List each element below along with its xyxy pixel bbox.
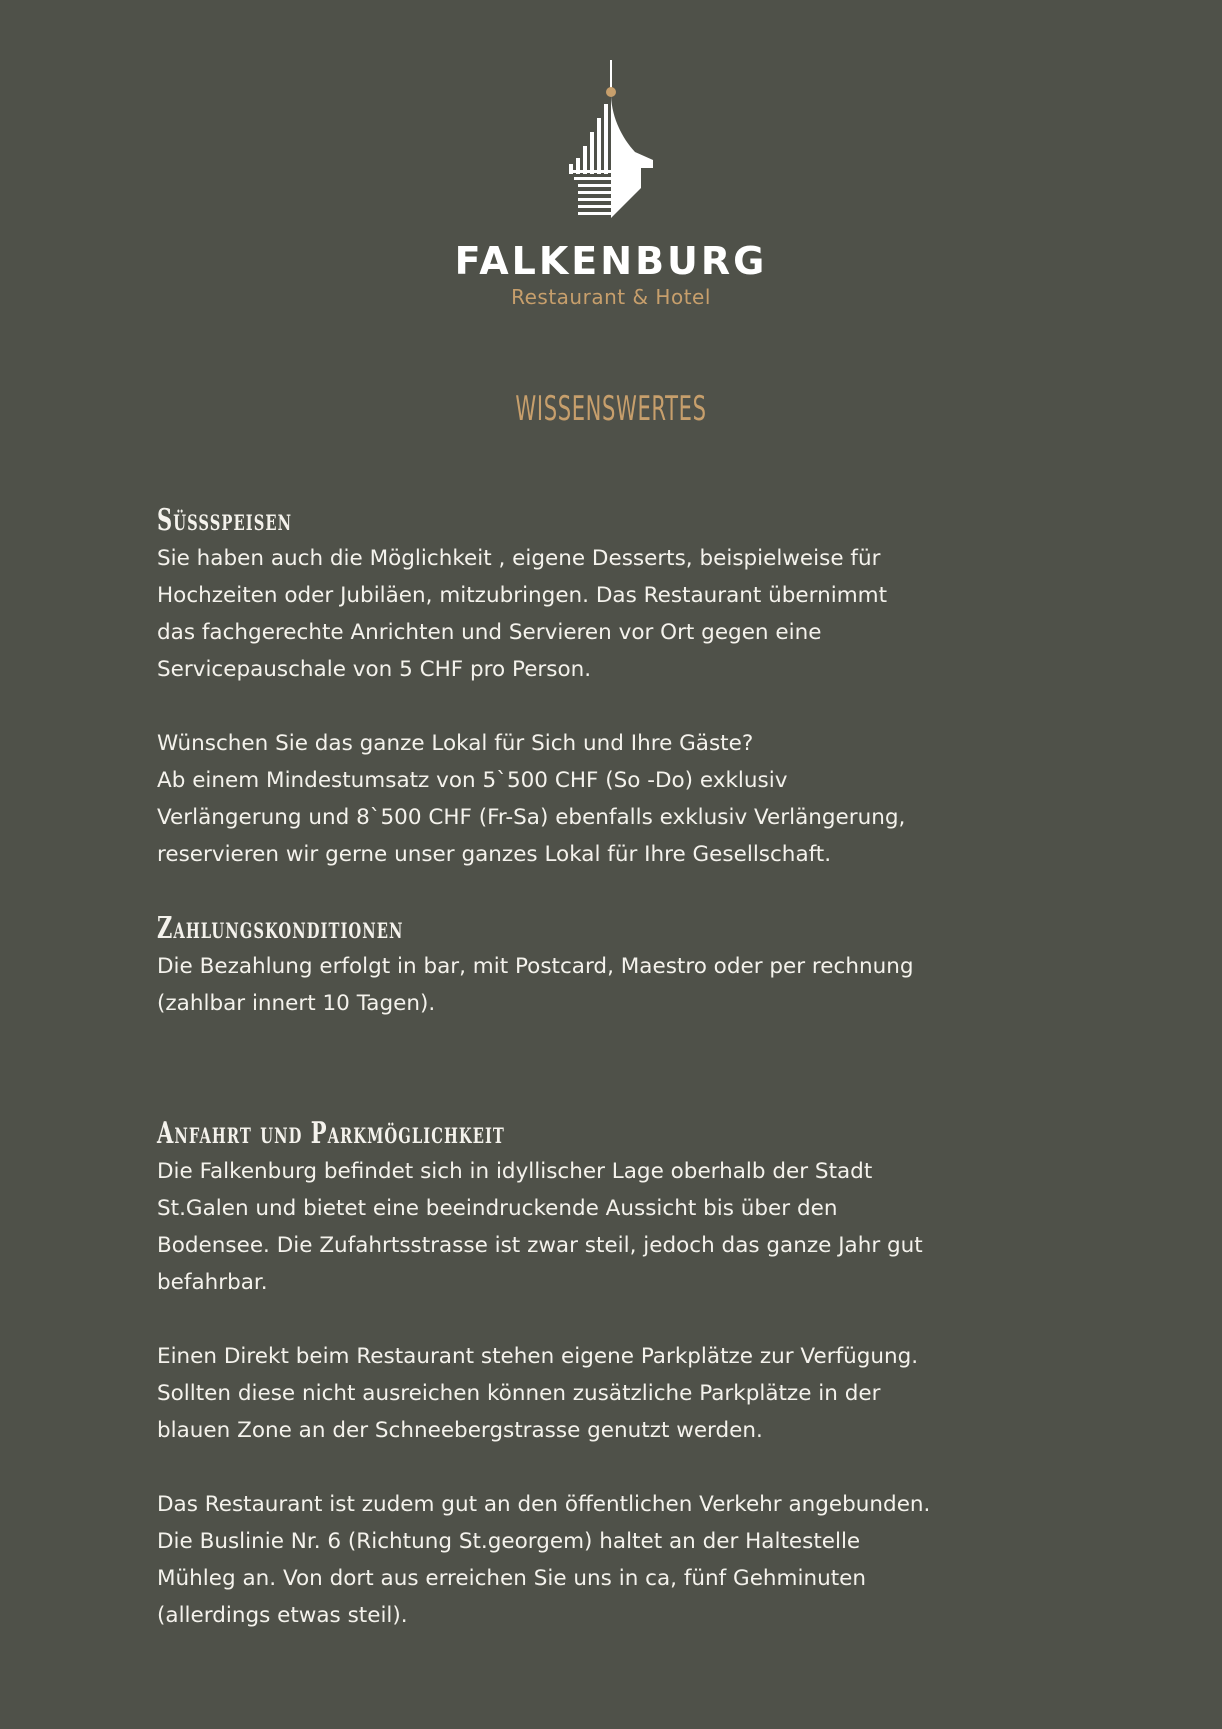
brand-name: FALKENBURG bbox=[454, 239, 768, 283]
section-heading-suessspeisen: Süssspeisen bbox=[157, 503, 293, 538]
logo bbox=[0, 58, 1222, 228]
content bbox=[157, 502, 1077, 1634]
section-heading-anfahrt: Anfahrt und Parkmöglichkeit bbox=[157, 1116, 505, 1151]
paragraph-zahlung: Die Bezahlung erfolgt in bar, mit Postcard, Maestro oder per rechnung (zahlbar innert 10 Tagen). bbox=[157, 954, 914, 1016]
falkenburg-tower-logo-icon bbox=[556, 58, 666, 228]
section-heading-zahlung: Zahlungskonditionen bbox=[157, 911, 404, 946]
paragraph-anfahrt-parkplaetze: Einen Direkt beim Restaurant stehen eigene Parkplätze zur Verfügung. Sollten diese nicht ausreichen können zusätzliche Parkplätze in der blauen Zone an der Schneebergstrasse genutzt werden. bbox=[157, 1344, 919, 1443]
page-title: WISSENSWERTES bbox=[515, 389, 707, 429]
paragraph-anfahrt-lage: Die Falkenburg befindet sich in idyllischer Lage oberhalb der Stadt St.Galen und bietet eine beeindruckende Aussicht bis über den Bodensee. Die Zufahrtsstrasse ist zwar steil, jedoch das ganze Jahr gut befahrbar. bbox=[157, 1159, 923, 1295]
paragraph-anfahrt-oev: Das Restaurant ist zudem gut an den öffentlichen Verkehr angebunden. Die Buslinie Nr. 6 (Richtung St.georgem) haltet an der Haltestelle Mühleg an. Von dort aus erreichen Sie uns in ca, fünf Gehminuten (allerdings etwas steil). bbox=[157, 1492, 931, 1628]
paragraph-suessspeisen-lokal: Wünschen Sie das ganze Lokal für Sich und Ihre Gäste? Ab einem Mindestumsatz von 5`500 CHF (So -Do) exklusiv Verlängerung und 8`500 CHF (Fr-Sa) ebenfalls exklusiv Verlängerung, reservieren wir gerne unser ganzes Lokal für Ihre Gesellschaft. bbox=[157, 731, 906, 867]
brand-subtitle: Restaurant & Hotel bbox=[511, 285, 711, 309]
paragraph-suessspeisen-desserts: Sie haben auch die Möglichkeit , eigene Desserts, beispielweise für Hochzeiten oder Jubiläen, mitzubringen. Das Restaurant übernimmt das fachgerechte Anrichten und Servieren vor Ort gegen eine Servicepauschale von 5 CHF pro Person. bbox=[157, 546, 888, 682]
